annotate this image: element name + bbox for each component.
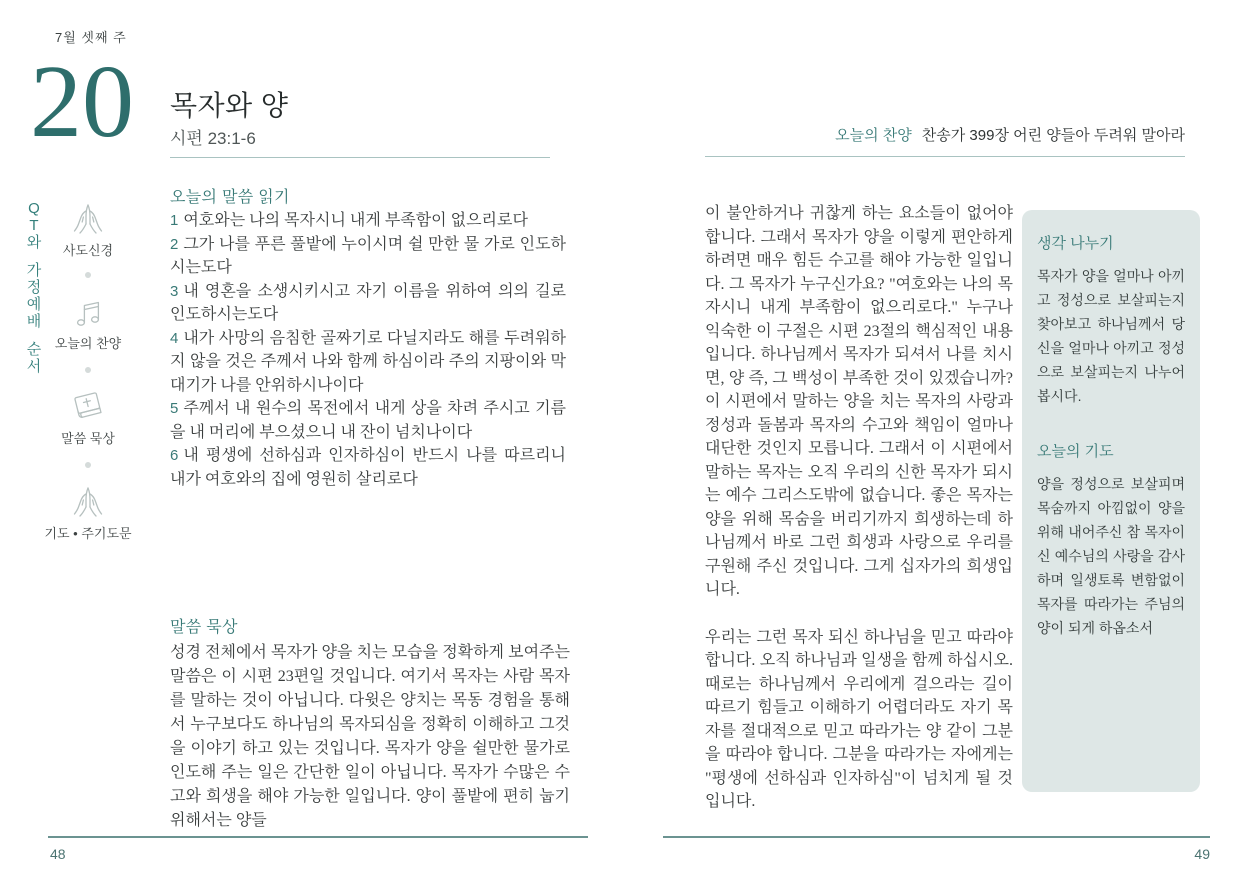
verse-row [170, 233, 566, 280]
worship-order-vertical-label: Q T 와 가 정 예 배 순 서 [26, 200, 42, 375]
praise-label: 오늘의 찬양 [835, 127, 912, 144]
verse-number: 4 [170, 329, 179, 347]
verse-text: 여호와는 나의 목자시니 내게 부족함이 없으리로다 [183, 212, 528, 229]
praying-hands-icon [28, 200, 148, 236]
reading-section-heading: 오늘의 말씀 읽기 [170, 189, 290, 206]
scripture-reference: 시편 23:1-6 [170, 129, 256, 148]
right-text-column [705, 202, 1013, 814]
right-header-rule [705, 156, 1185, 157]
rail-item-label: 오늘의 찬양 [54, 336, 122, 351]
rail-item-label: 사도신경 [62, 243, 114, 258]
verse-row [170, 397, 566, 444]
reflection-sidebar-box [1022, 210, 1200, 792]
verse-row [170, 444, 566, 491]
verse-text: 주께서 내 원수의 목전에서 내게 상을 차려 주시고 기름을 내 머리에 부으셨으니 내 잔이 넘치나이다 [170, 400, 566, 441]
verse-text: 내가 사망의 음침한 골짜기로 다닐지라도 해를 두려워하지 않을 것은 주께서 나와 함께 하심이라 주의 지팡이와 막대기가 나를 안위하시나이다 [170, 329, 566, 394]
page-title: 목자와 양 [170, 90, 289, 121]
left-page-number: 48 [50, 846, 66, 862]
rail-item-word-meditation [28, 388, 148, 447]
verse-row [170, 280, 566, 327]
rail-separator-dot [85, 272, 91, 278]
body-paragraph: 우리는 그런 목자 되신 하나님을 믿고 따라야 합니다. 오직 하나님과 일생을 함께 하십시오. 때로는 하나님께서 우리에게 걸으라는 길이 따르기 힘들고 이해하기 어렵더라도 자기 목자를 절대적으로 믿고 따라가는 양 같이 그분을 따라야 합니다. 그분을 따라가는 자에게는 "평생에 선하심과 인자하심"이 넘치게 될 것입니다. [705, 628, 1013, 810]
week-label: 7월 셋째 주 [55, 30, 127, 45]
todays-prayer-heading: 오늘의 기도 [1037, 443, 1114, 460]
rail-item-todays-praise [28, 293, 148, 352]
verse-number: 3 [170, 282, 179, 300]
todays-prayer-body: 양을 정성으로 보살피며 목숨까지 아낌없이 양을 위해 내어주신 참 목자이신 예수님의 사랑을 감사하며 일생토록 변함없이 목자를 따라가는 주님의 양이 되게 하옵소서 [1037, 476, 1185, 636]
day-number: 20 [30, 44, 134, 159]
share-thoughts-heading: 생각 나누기 [1037, 235, 1114, 252]
verse-number: 6 [170, 447, 179, 464]
praise-header [705, 124, 1185, 145]
bible-book-icon [28, 388, 148, 424]
right-page-number: 49 [1194, 846, 1210, 862]
music-notes-icon [28, 293, 148, 329]
verse-text: 그가 나를 푸른 풀밭에 누이시며 쉴 만한 물 가로 인도하시는도다 [170, 235, 566, 276]
rail-item-label: 기도 • 주기도문 [44, 526, 132, 541]
rail-item-apostles-creed [28, 200, 148, 259]
meditation-body: 성경 전체에서 목자가 양을 치는 모습을 정확하게 보여주는 말씀은 이 시편 23편일 것입니다. 여기서 목자는 사람 목자를 말하는 것이 아닙니다. 다윗은 양치는 목동 경험을 통해서 누구보다도 하나님의 목자되심을 정확히 이해하고 그것을 이야기 하고 있는 것입니다. 목자가 양을 쉴만한 물가로 인도해 주는 일은 간단한 일이 아닙니다. 목자가 수많은 수고와 희생을 해야 가능한 일입니다. 양이 풀밭에 편히 눕기 위해서는 양들 [170, 644, 570, 829]
scripture-verses [170, 209, 566, 491]
verse-row [170, 327, 566, 398]
praying-hands-icon [28, 483, 148, 519]
rail-item-label: 말씀 묵상 [61, 431, 115, 446]
verse-number: 2 [170, 235, 179, 253]
rail-item-prayer-lords-prayer [28, 483, 148, 542]
body-paragraph: 이 불안하거나 귀찮게 하는 요소들이 없어야 합니다. 그래서 목자가 양을 이렇게 편안하게 하려면 매우 힘든 수고를 해야 가능한 일입니다. 그 목자가 누구신가요? "여호와는 나의 목자시니 내게 부족함이 없으리로다." 누구나 익숙한 이 구절은 시편 23절의 핵심적인 내용입니다. 하나님께서 목자가 되셔서 나를 치시면, 양 즉, 그 백성이 부족한 것이 있겠습니까? 이 시편에서 말하는 양을 치는 목자의 사랑과 정성과 돌봄과 목자의 수고와 책임이 얼마나 대단한 것인지 모릅니다. 그래서 이 시편에서 말하는 목자는 오직 우리의 신한 목자가 되시는 예수 그리스도밖에 없습니다. 좋은 목자는 양을 위해 목숨을 버리기까지 희생하는데 하나님께서 바로 그런 희생과 사랑으로 우리를 구원해 주신 것입니다. 그게 십자가의 희생입니다. [705, 205, 1013, 598]
rail-separator-dot [85, 367, 91, 373]
verse-number: 1 [170, 212, 179, 229]
title-divider [170, 157, 550, 158]
left-footer-rule [48, 836, 588, 838]
right-footer-rule [663, 836, 1210, 838]
verse-row [170, 209, 566, 233]
praise-hymn-title: 찬송가 399장 어린 양들아 두려워 말아라 [921, 127, 1185, 144]
share-thoughts-body: 목자가 양을 얼마나 아끼고 정성으로 보살피는지 찾아보고 하나님께서 당신을 얼마나 아끼고 정성으로 보살피는지 나누어 봅시다. [1037, 268, 1185, 404]
verse-number: 5 [170, 400, 179, 417]
rail-separator-dot [85, 462, 91, 468]
meditation-section-heading: 말씀 묵상 [170, 619, 238, 636]
verse-text: 내 영혼을 소생시키시고 자기 이름을 위하여 의의 길로 인도하시는도다 [170, 282, 566, 323]
verse-text: 내 평생에 선하심과 인자하심이 반드시 나를 따르리니 내가 여호와의 집에 영원히 살리로다 [170, 447, 566, 488]
